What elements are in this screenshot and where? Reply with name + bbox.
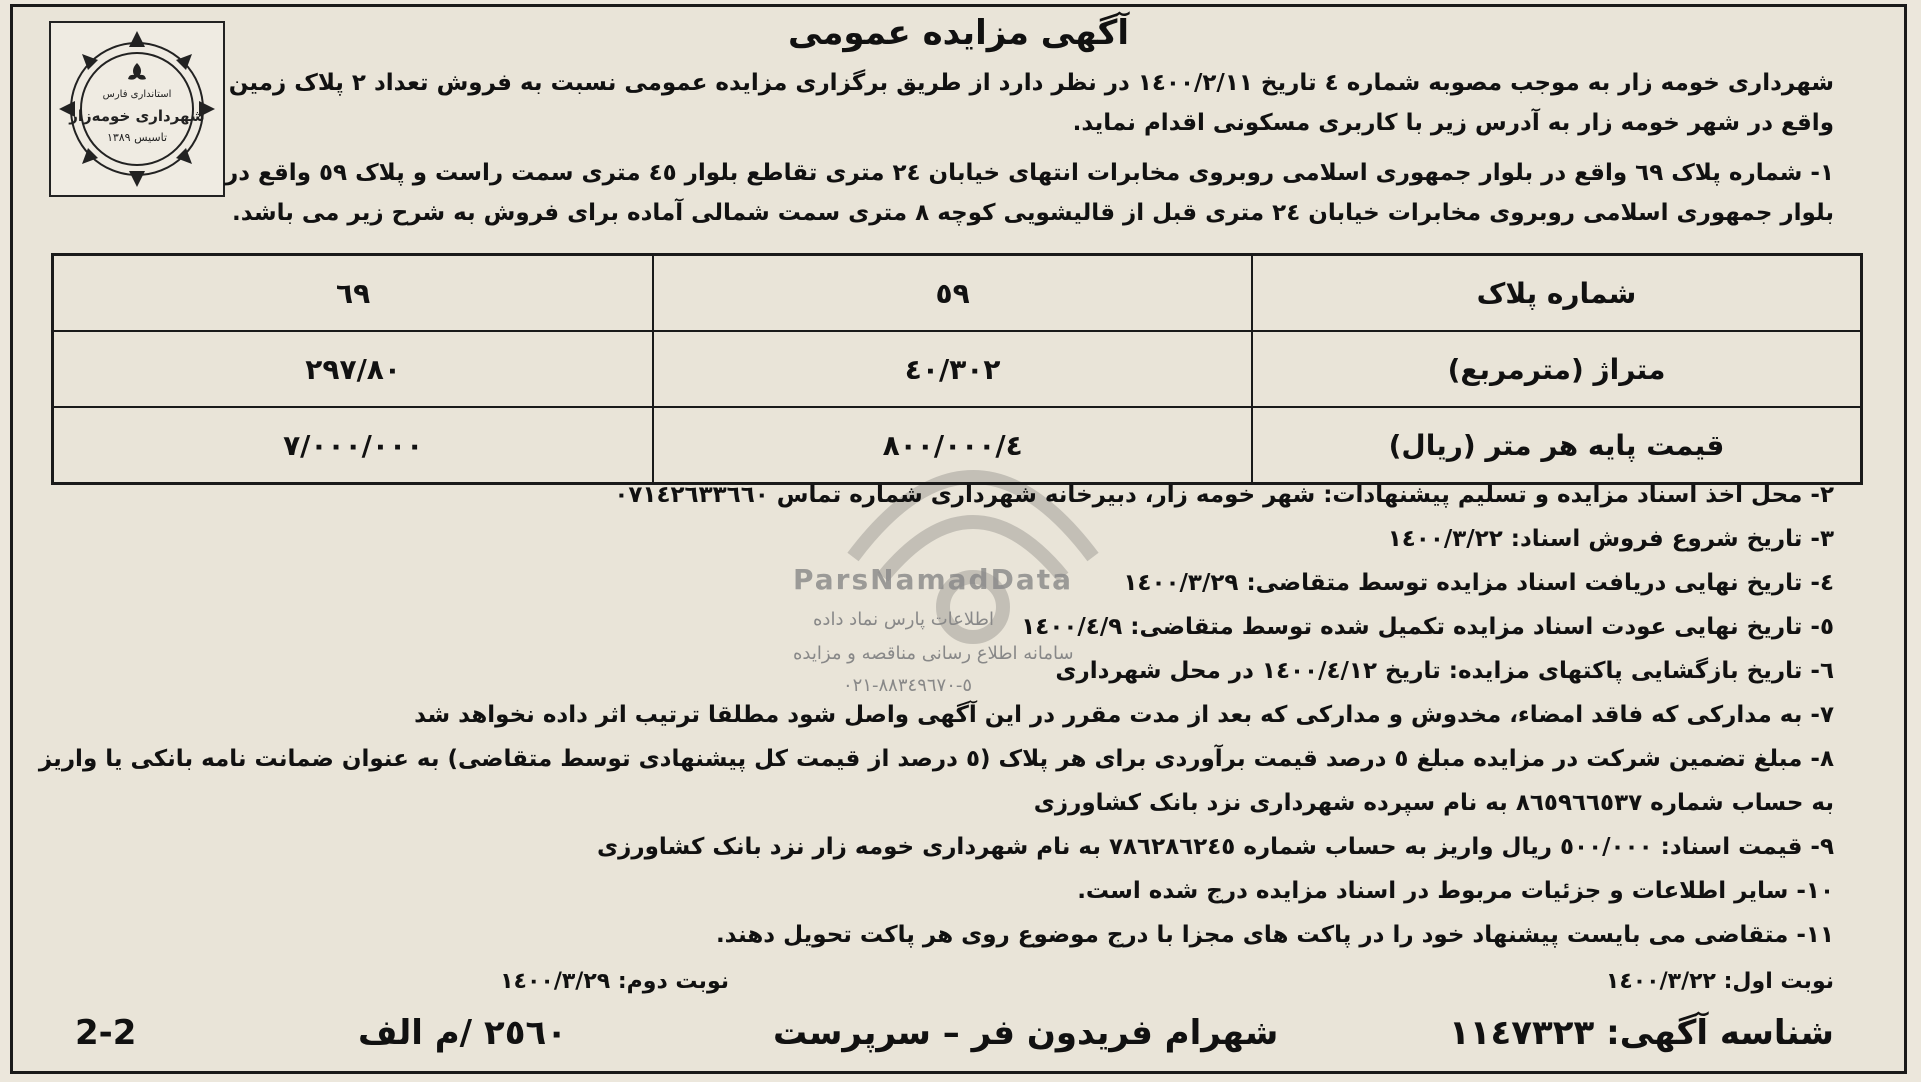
list-item: ۸- مبلغ تضمین شرکت در مزایده مبلغ ٥ درصد قیمت برآوردی برای هر پلاک (٥ درصد از قیمت کل پیشنهادی توسط متقاضی) به عنوان ضمانت نامه بانکی یا واریز به حساب شماره ۸٦٥۹٦٦٥۳۷ به نام سپرده شهرداری نزد بانک کشاورزی	[38, 746, 1834, 816]
items-list	[34, 473, 1834, 957]
list-item: ٥- تاریخ نهایی عودت اسناد مزایده تکمیل شده توسط متقاضی: ۱٤۰۰/٤/۹	[1021, 614, 1834, 640]
plaque-table	[51, 253, 1863, 485]
list-item: ۳- تاریخ شروع فروش اسناد: ۱٤۰۰/۳/۲۲	[1387, 526, 1834, 552]
list-item: ۱۰- سایر اطلاعات و جزئیات مربوط در اسناد مزایده درج شده است.	[1077, 878, 1834, 904]
cell-area-69: ۲۹۷/۸۰	[53, 331, 654, 407]
watermark-brand: ParsNamadData	[793, 563, 1073, 596]
first-publication-date: نوبت اول: ۱٤۰۰/۳/۲۲	[1605, 969, 1834, 994]
watermark-line1: اطلاعات پارس نماد داده	[813, 609, 994, 630]
row-label-area: متراژ (مترمربع)	[1252, 331, 1862, 407]
cell-plaque-69: ٦۹	[53, 255, 654, 332]
cell-plaque-59: ٥۹	[653, 255, 1252, 332]
signatory-name: شهرام فریدون فر – سرپرست	[773, 1013, 1279, 1053]
list-item: ۷- به مدارکی که فاقد امضاء، مخدوش و مدارکی که بعد از مدت مقرر در این آگهی واصل شود مطلقا ترتیب اثر داده نخواهد شد	[414, 702, 1834, 728]
row-label-plaque: شماره پلاک	[1252, 255, 1862, 332]
list-item: ۹- قیمت اسناد: ٥۰۰/۰۰۰ ریال واریز به حساب شماره ۷۸٦۲۸٦۲٤٥ به نام شهرداری خومه زار نزد بانک کشاورزی	[597, 834, 1834, 860]
cell-price-69: ۷/۰۰۰/۰۰۰	[53, 407, 654, 484]
second-publication-date: نوبت دوم: ۱٤۰۰/۳/۲۹	[500, 969, 729, 994]
list-item: ۲- محل اخذ اسناد مزایده و تسلیم پیشنهادات: شهر خومه زار، دبیرخانه شهرداری شماره تماس ۰۷۱٤۲٦۳۳٦٦۰	[614, 482, 1834, 508]
cell-area-59: ۳۰۲/٤۰	[653, 331, 1252, 407]
watermark-phone: ۰۲۱-۸۸۳٤۹٦۷۰-٥	[843, 675, 973, 696]
table-row	[53, 331, 1862, 407]
seal-line2: شهرداری خومه‌زار	[69, 107, 205, 125]
intro-paragraph: شهرداری خومه زار به موجب مصوبه شماره ٤ تاریخ ۱٤۰۰/۲/۱۱ در نظر دارد از طریق برگزاری مزایده عمومی نسبت به فروش تعداد ۲ پلاک زمین واقع در شهر خومه زار به آدرس زیر با کاربری مسکونی اقدام نماید.	[228, 70, 1834, 136]
row-label-price: قیمت پایه هر متر (ریال)	[1252, 407, 1862, 484]
seal-line3: تاسیس ۱۳۸۹	[106, 131, 168, 144]
advertisement-frame	[10, 4, 1907, 1074]
item-1-paragraph: ۱- شماره پلاک ٦۹ واقع در بلوار جمهوری اسلامی روبروی مخابرات انتهای خیابان ۲٤ متری تقاطع بلوار ٤٥ متری سمت راست و پلاک ٥۹ واقع در بلوار جمهوری اسلامی روبروی مخابرات خیابان ۲٤ متری قبل از قالیشویی کوچه ۸ متری سمت شمالی آماده برای فروش به شرح زیر می باشد.	[224, 160, 1834, 226]
list-item: ٤- تاریخ نهایی دریافت اسناد مزایده توسط متقاضی: ۱٤۰۰/۳/۲۹	[1123, 570, 1834, 596]
ad-id: شناسه آگهی: ۱۱٤۷۳۲۳	[1449, 1013, 1834, 1053]
ad-title: آگهی مزایده عمومی	[787, 13, 1130, 53]
table-row	[53, 255, 1862, 332]
ad-code: ۲٥٦۰ /م الف	[358, 1013, 567, 1053]
list-item: ٦- تاریخ بازگشایی پاکتهای مزایده: تاریخ ۱٤۰۰/٤/۱۲ در محل شهرداری	[1055, 658, 1834, 684]
cell-price-59: ٤/۸۰۰/۰۰۰	[653, 407, 1252, 484]
page-number: 2-2	[75, 1013, 137, 1053]
watermark-line2: سامانه اطلاع رسانی مناقصه و مزایده	[793, 643, 1074, 664]
seal-line1: استانداری فارس	[102, 89, 172, 100]
list-item: ۱۱- متقاضی می بایست پیشنهاد خود را در پاکت های مجزا با درج موضوع روی هر پاکت تحویل دهند.	[715, 922, 1834, 948]
